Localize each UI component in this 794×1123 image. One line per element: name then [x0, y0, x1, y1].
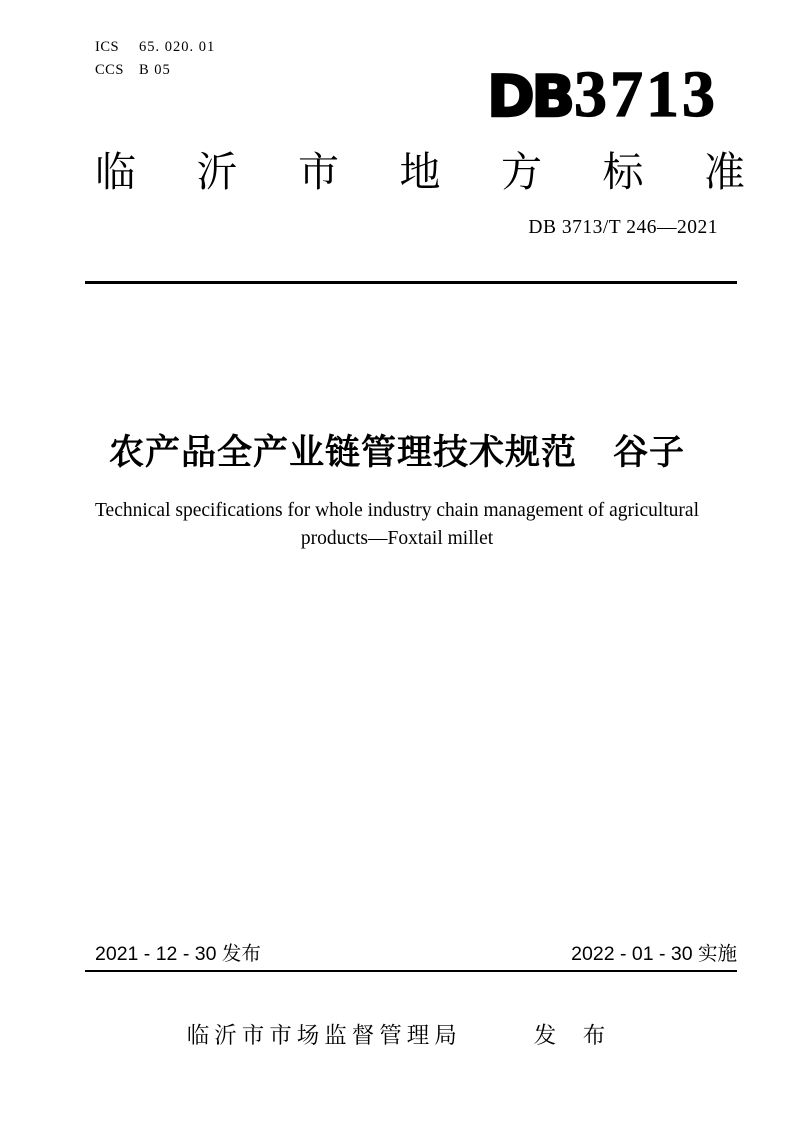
- page-title: 农产品全产业链管理技术规范 谷子: [108, 433, 685, 472]
- classification-codes: [95, 36, 215, 82]
- ics-code-row: [95, 36, 215, 59]
- standard-type-char: 地: [399, 149, 441, 195]
- footer-divider-rule: [85, 970, 737, 972]
- ics-value: 65. 020. 01: [139, 39, 216, 55]
- ics-label: ICS: [95, 39, 120, 55]
- header-divider-rule: [85, 281, 737, 284]
- english-title-line1: Technical specifications for whole industry chain management of agricultural: [95, 500, 699, 521]
- publish-label: 发 布: [533, 1023, 608, 1048]
- ccs-code-row: [95, 59, 215, 82]
- standard-number: DB 3713/T 246—2021: [528, 217, 718, 238]
- implementation-date: 2022 - 01 - 30 实施: [571, 943, 737, 965]
- english-title: [0, 497, 794, 553]
- ccs-label: CCS: [95, 62, 124, 78]
- publisher-row: [0, 1021, 794, 1050]
- standard-type-char: 标: [602, 149, 644, 195]
- ccs-value: B 05: [139, 62, 171, 78]
- standard-type-heading: [95, 150, 745, 195]
- standard-type-char: 方: [501, 149, 542, 195]
- standard-type-char: 临: [95, 149, 136, 195]
- english-title-line2: products—Foxtail millet: [300, 528, 494, 549]
- standard-type-char: 准: [704, 149, 745, 195]
- footer-dates: [95, 941, 737, 968]
- issue-date: 2021 - 12 - 30 发布: [95, 943, 261, 965]
- publisher-name: 临沂市市场监督管理局: [186, 1023, 462, 1048]
- logo-db-prefix: DB: [487, 64, 572, 130]
- logo-region-number: 3713: [574, 58, 718, 131]
- standard-type-char: 沂: [196, 149, 238, 195]
- db3713-logotype: [487, 58, 718, 131]
- standard-type-char: 市: [298, 149, 339, 195]
